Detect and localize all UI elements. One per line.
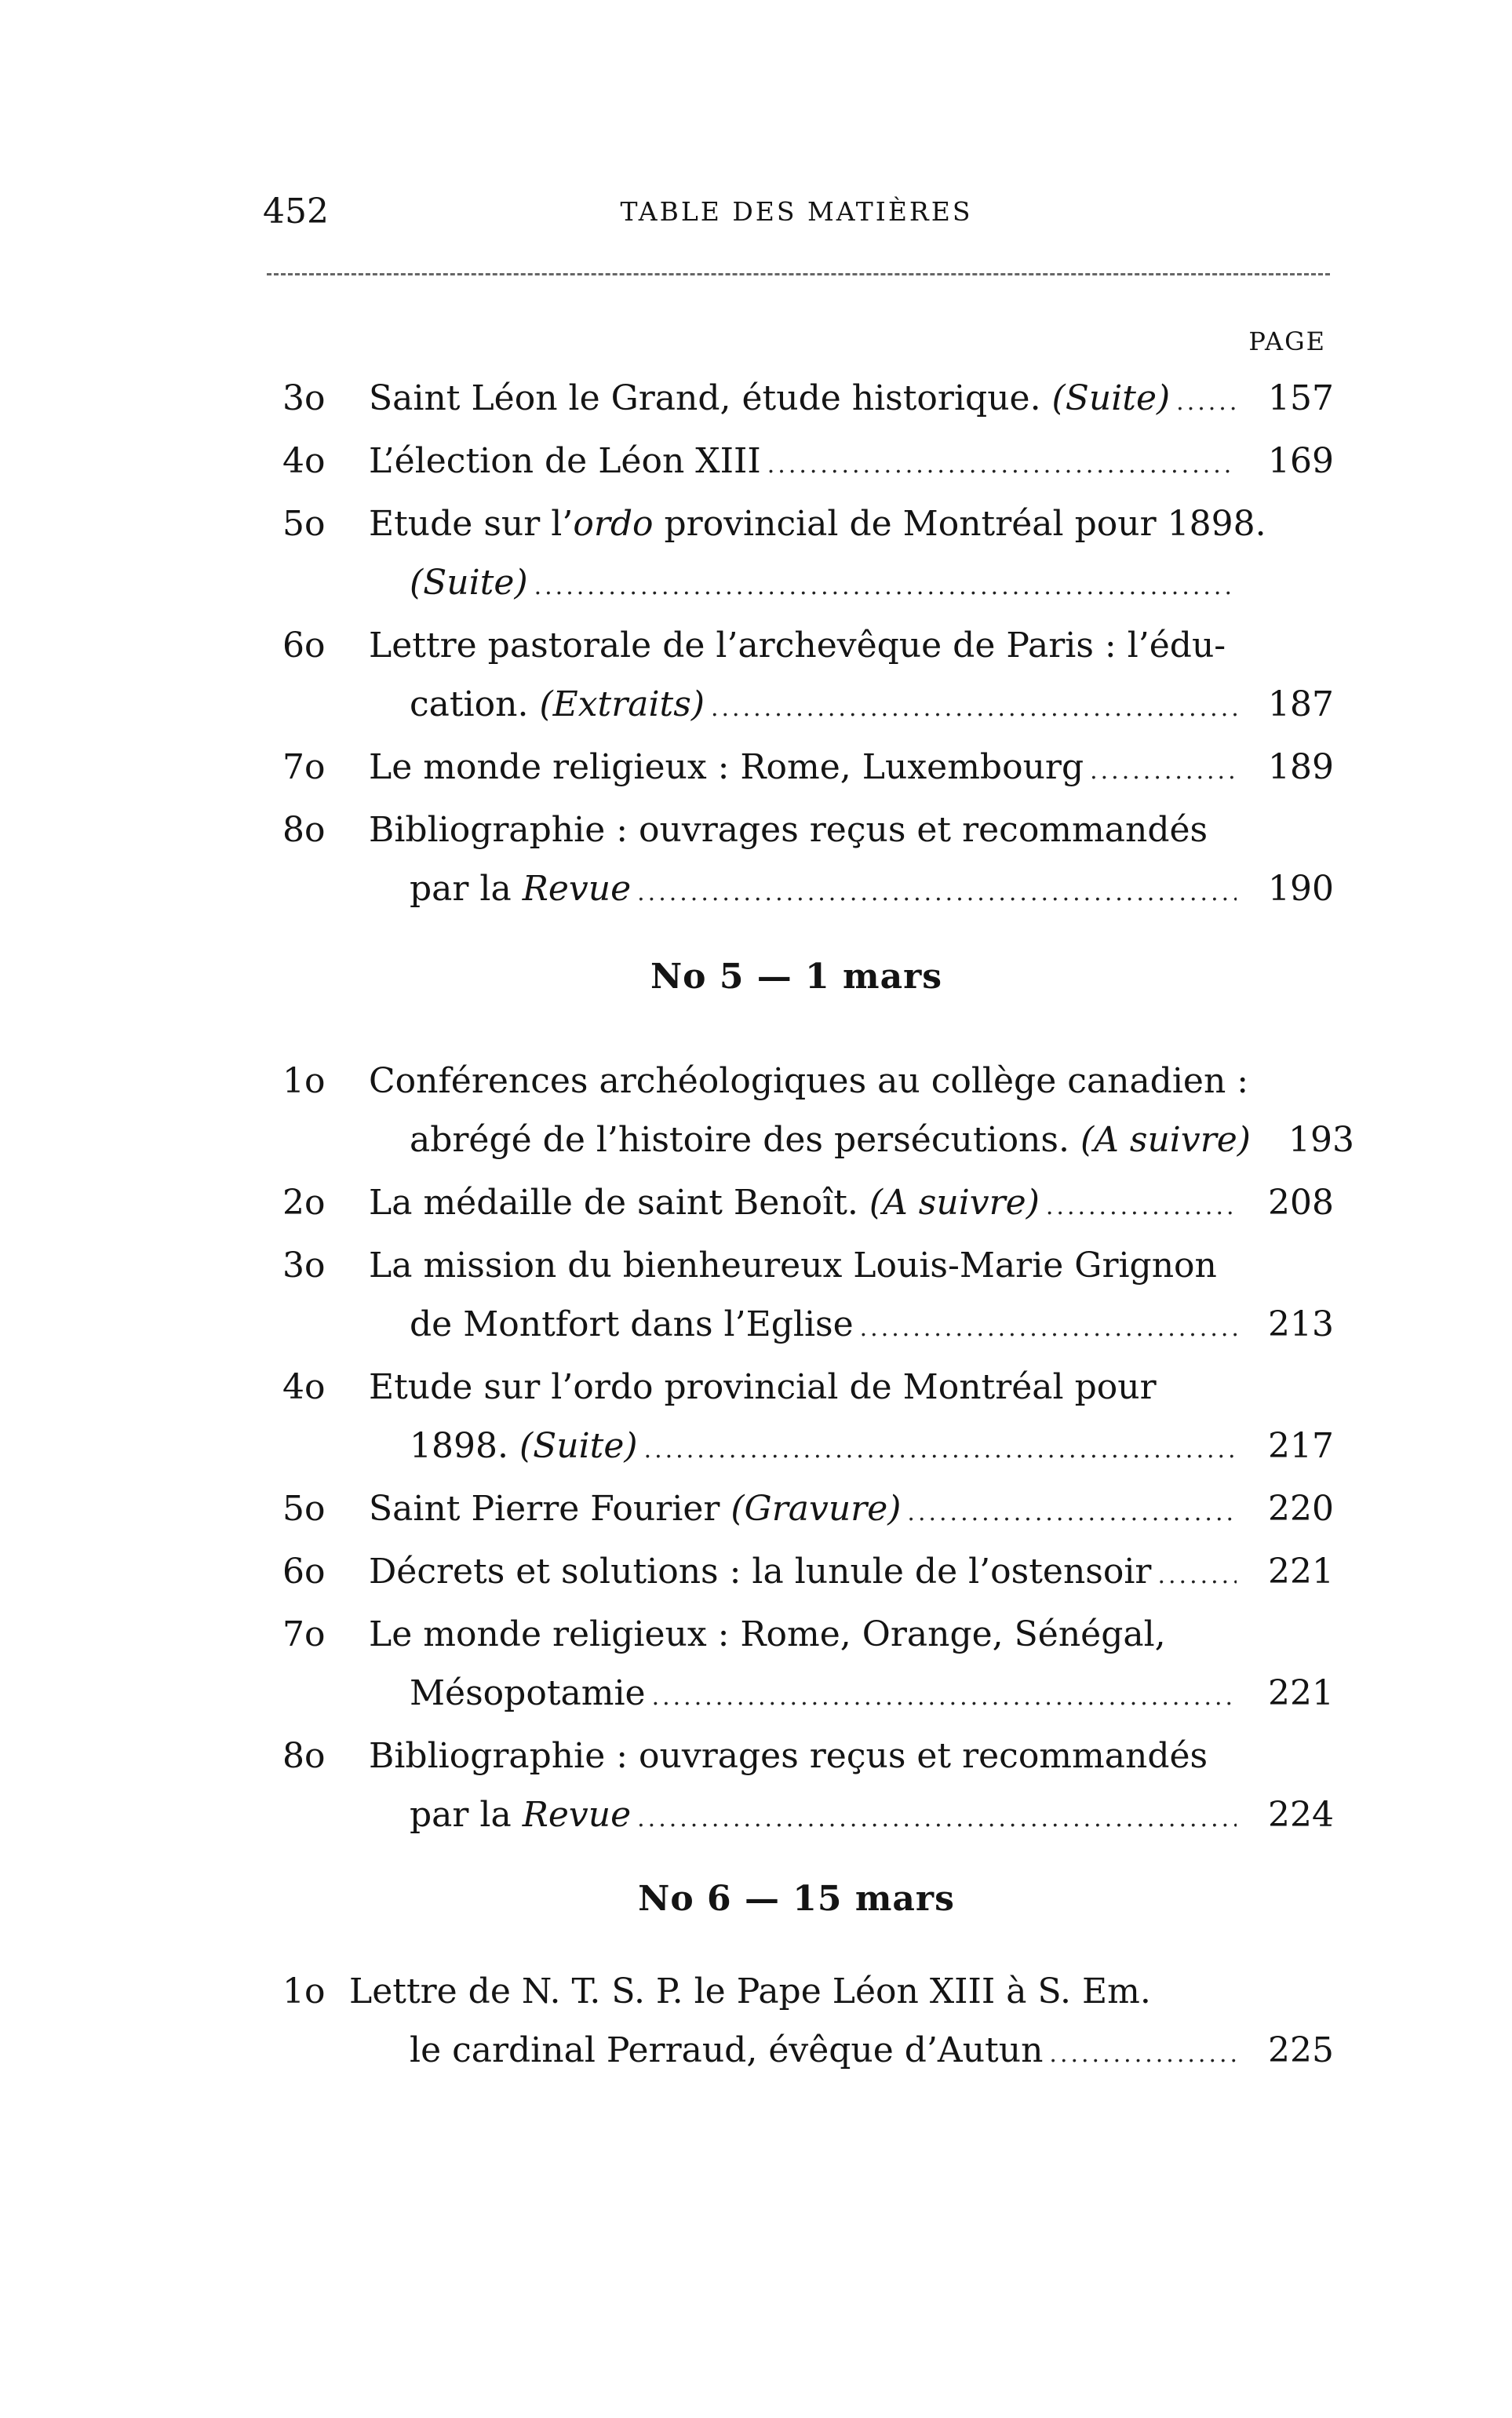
entry-number: 4o <box>282 1367 326 1407</box>
leader-dots <box>534 557 1237 616</box>
entry-page: 193 <box>1288 1120 1354 1160</box>
entry-page: 189 <box>1268 747 1334 787</box>
leader-dots <box>1176 373 1237 432</box>
page-number: 452 <box>263 191 329 232</box>
entry-number: 3o <box>282 378 326 418</box>
section-heading: No 5 — 1 mars <box>650 957 943 997</box>
entry-page: 221 <box>1268 1673 1334 1713</box>
entry-title: La médaille de saint Benoît. (A suivre) <box>369 1183 1040 1223</box>
section-heading: No 6 — 15 mars <box>638 1879 955 1919</box>
entry-title-continued: 1898. (Suite) <box>410 1426 638 1466</box>
header-rule <box>267 273 1330 275</box>
page-column-label: PAGE <box>1248 326 1326 356</box>
entry-title: Etude sur l’ordo provincial de Montréal pour 1898. <box>369 504 1266 544</box>
entry-page: 190 <box>1268 869 1334 909</box>
entry-number: 7o <box>282 747 326 787</box>
entry-title-continued: le cardinal Perraud, évêque d’Autun <box>410 2030 1044 2070</box>
entry-title-continued: (Suite) <box>410 563 528 603</box>
leader-dots <box>1157 1546 1237 1605</box>
leader-dots <box>1046 1177 1237 1236</box>
entry-number: 5o <box>282 504 326 544</box>
toc-entry <box>282 432 1334 494</box>
entry-page: 225 <box>1268 2030 1334 2070</box>
entry-page: 187 <box>1268 684 1334 724</box>
entry-number: 5o <box>282 1489 326 1529</box>
leader-dots <box>637 1789 1237 1848</box>
entry-number: 3o <box>282 1245 326 1286</box>
entry-page: 217 <box>1268 1426 1334 1466</box>
leader-dots <box>860 1299 1237 1358</box>
entry-title: Saint Pierre Fourier (Gravure) <box>369 1489 902 1529</box>
toc-entry <box>282 1358 1334 1479</box>
toc-entry <box>282 1605 1334 1727</box>
toc-entry <box>282 1236 1334 1358</box>
toc-entry <box>282 1727 1334 1848</box>
entry-title-continued: par la Revue <box>410 869 632 909</box>
entry-number: 2o <box>282 1183 326 1223</box>
entry-title: Etude sur l’ordo provincial de Montréal pour <box>369 1367 1157 1407</box>
entry-title: L’élection de Léon XIII <box>369 441 761 481</box>
running-title: TABLE DES MATIÈRES <box>620 196 973 227</box>
entry-page: 157 <box>1268 378 1334 418</box>
toc-entry <box>282 801 1334 922</box>
table-of-contents <box>282 369 1354 2084</box>
toc-entry <box>282 738 1334 801</box>
entry-page: 208 <box>1268 1183 1334 1223</box>
entry-number: 8o <box>282 810 326 850</box>
entry-number: 1o <box>282 1971 326 2011</box>
entry-title-continued: abrégé de l’histoire des persécutions. (A suivre) <box>410 1120 1251 1160</box>
entry-number: 6o <box>282 625 326 666</box>
entry-title-continued: de Montfort dans l’Eglise <box>410 1304 854 1344</box>
leader-dots <box>644 1421 1237 1479</box>
entry-number: 6o <box>282 1552 326 1592</box>
entry-title: Décrets et solutions : la lunule de l’ostensoir <box>369 1552 1152 1592</box>
entry-title-continued: par la Revue <box>410 1795 632 1835</box>
entry-title-continued: Mésopotamie <box>410 1673 646 1713</box>
leader-dots <box>711 679 1237 738</box>
leader-dots <box>1049 2025 1237 2084</box>
entry-page: 220 <box>1268 1489 1334 1529</box>
leader-dots <box>907 1483 1237 1542</box>
entry-number: 7o <box>282 1614 326 1654</box>
entry-number: 1o <box>282 1061 326 1101</box>
toc-entry <box>282 1173 1334 1236</box>
toc-entry <box>282 1542 1334 1605</box>
toc-entry <box>282 1479 1334 1542</box>
toc-entry <box>282 494 1334 616</box>
entry-title: Conférences archéologiques au collège canadien : <box>369 1061 1249 1101</box>
leader-dots <box>637 863 1237 922</box>
toc-entry <box>282 616 1334 738</box>
entry-title: Le monde religieux : Rome, Orange, Sénégal, <box>369 1614 1166 1654</box>
running-head <box>263 188 1330 235</box>
entry-title: Bibliographie : ouvrages reçus et recommandés <box>369 810 1208 850</box>
entry-number: 8o <box>282 1736 326 1776</box>
entry-title: Lettre pastorale de l’archevêque de Paris : l’édu- <box>369 625 1226 666</box>
toc-entry <box>282 369 1334 432</box>
entry-title: Lettre de N. T. S. P. le Pape Léon XIII à S. Em. <box>349 1971 1151 2011</box>
toc-entry <box>282 1052 1354 1173</box>
leader-dots <box>1090 742 1237 801</box>
entry-page: 224 <box>1268 1795 1334 1835</box>
entry-page: 169 <box>1268 441 1334 481</box>
entry-title: Le monde religieux : Rome, Luxembourg <box>369 747 1084 787</box>
entry-title: La mission du bienheureux Louis-Marie Grignon <box>369 1245 1217 1286</box>
leader-dots <box>652 1668 1237 1727</box>
entry-title: Bibliographie : ouvrages reçus et recommandés <box>369 1736 1208 1776</box>
entry-page: 213 <box>1268 1304 1334 1344</box>
entry-page: 221 <box>1268 1552 1334 1592</box>
toc-entry <box>282 1962 1334 2084</box>
entry-title-continued: cation. (Extraits) <box>410 684 705 724</box>
leader-dots <box>767 436 1237 494</box>
entry-title: Saint Léon le Grand, étude historique. (Suite) <box>369 378 1171 418</box>
entry-number: 4o <box>282 441 326 481</box>
